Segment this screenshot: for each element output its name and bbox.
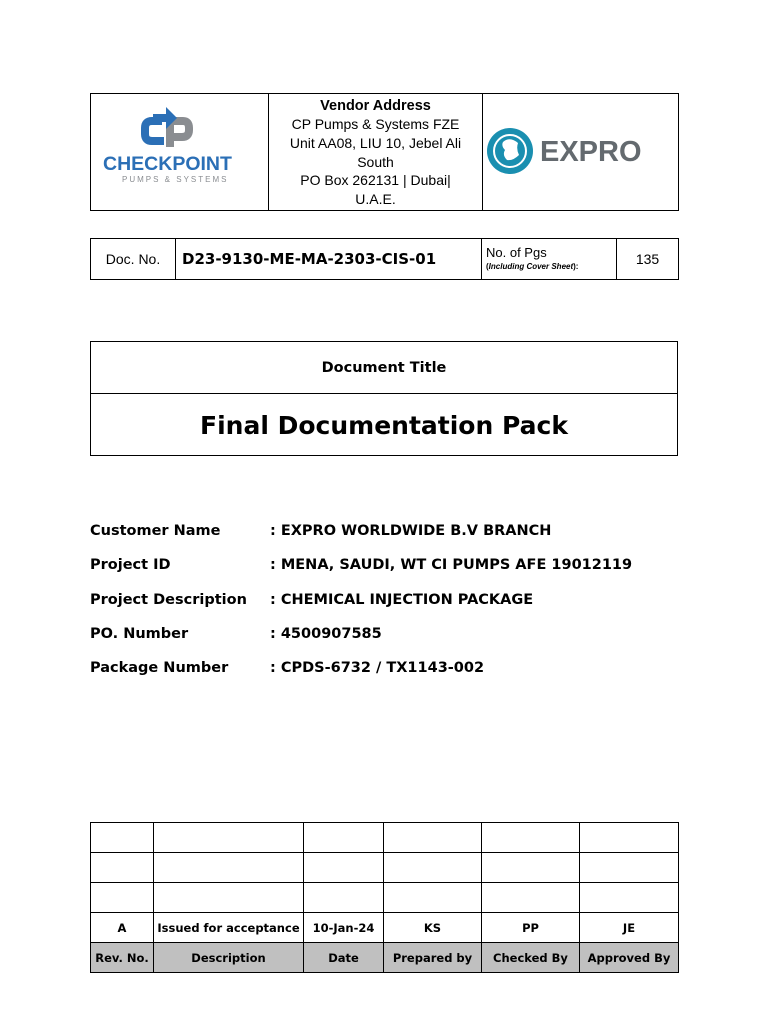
doc-number-table xyxy=(90,238,679,280)
info-value: : MENA, SAUDI, WT CI PUMPS AFE 19012119 xyxy=(270,557,633,573)
vendor-line: Unit AA08, LIU 10, Jebel Ali xyxy=(289,134,462,151)
table-cell xyxy=(304,823,384,853)
info-key: Package Number xyxy=(90,660,229,676)
table-cell xyxy=(304,883,384,913)
vendor-header xyxy=(90,93,679,211)
table-cell xyxy=(304,853,384,883)
column-header: Rev. No. xyxy=(91,943,154,973)
table-cell: PP xyxy=(482,913,580,943)
table-cell xyxy=(384,853,482,883)
table-row xyxy=(91,883,679,913)
table-row xyxy=(91,913,679,943)
table-cell xyxy=(384,823,482,853)
info-value: : CHEMICAL INJECTION PACKAGE xyxy=(270,592,534,608)
table-cell xyxy=(580,883,679,913)
table-cell xyxy=(91,823,154,853)
vendor-line: U.A.E. xyxy=(355,190,396,207)
table-cell: A xyxy=(91,913,154,943)
table-cell xyxy=(384,883,482,913)
table-cell xyxy=(154,823,304,853)
table-cell xyxy=(482,853,580,883)
table-cell: Issued for acceptance xyxy=(154,913,304,943)
table-cell xyxy=(482,883,580,913)
checkpoint-logo-cell xyxy=(91,94,269,211)
table-cell xyxy=(154,883,304,913)
column-header: Approved By xyxy=(580,943,679,973)
column-header: Checked By xyxy=(482,943,580,973)
pages-label-cell: No. of Pgs (Including Cover Sheet): xyxy=(482,239,617,280)
vendor-line: PO Box 262131 | Dubai| xyxy=(300,172,451,189)
expro-logo-cell xyxy=(483,94,679,211)
column-header: Date xyxy=(304,943,384,973)
expro-logo xyxy=(483,94,677,206)
table-cell xyxy=(91,853,154,883)
vendor-line: South xyxy=(357,153,394,170)
document-title: Final Documentation Pack xyxy=(200,410,568,440)
column-header: Prepared by xyxy=(384,943,482,973)
info-key: Project Description xyxy=(90,592,247,608)
pages-label: No. of Pgs xyxy=(486,245,547,260)
vendor-address xyxy=(269,94,483,211)
table-row xyxy=(91,853,679,883)
pages-value: 135 xyxy=(617,239,679,280)
vendor-line: CP Pumps & Systems FZE xyxy=(291,116,460,133)
table-row xyxy=(91,823,679,853)
table-cell xyxy=(482,823,580,853)
expro-logo-text: EXPRO xyxy=(540,136,642,168)
vendor-address-title: Vendor Address xyxy=(320,97,431,114)
document-title-label: Document Title xyxy=(91,342,677,394)
table-cell xyxy=(154,853,304,883)
info-key: PO. Number xyxy=(90,626,189,642)
checkpoint-logo-subtext: PUMPS & SYSTEMS xyxy=(122,175,229,184)
table-cell xyxy=(91,883,154,913)
revision-table xyxy=(90,822,679,973)
doc-no-label: Doc. No. xyxy=(91,239,176,280)
checkpoint-logo xyxy=(91,94,267,206)
doc-no-value: D23-9130-ME-MA-2303-CIS-01 xyxy=(176,239,482,280)
checkpoint-logo-text: CHECKPOINT xyxy=(103,153,232,175)
table-header-row xyxy=(91,943,679,973)
info-value: : CPDS-6732 / TX1143-002 xyxy=(270,660,485,676)
info-key: Customer Name xyxy=(90,523,221,539)
pages-note: Including Cover Sheet xyxy=(488,262,574,271)
table-cell: 10-Jan-24 xyxy=(304,913,384,943)
table-cell xyxy=(580,823,679,853)
table-cell: KS xyxy=(384,913,482,943)
table-cell xyxy=(580,853,679,883)
column-header: Description xyxy=(154,943,304,973)
table-cell: JE xyxy=(580,913,679,943)
info-key: Project ID xyxy=(90,557,171,573)
info-value: : EXPRO WORLDWIDE B.V BRANCH xyxy=(270,523,552,539)
document-title-box xyxy=(90,341,678,456)
info-value: : 4500907585 xyxy=(270,626,382,642)
